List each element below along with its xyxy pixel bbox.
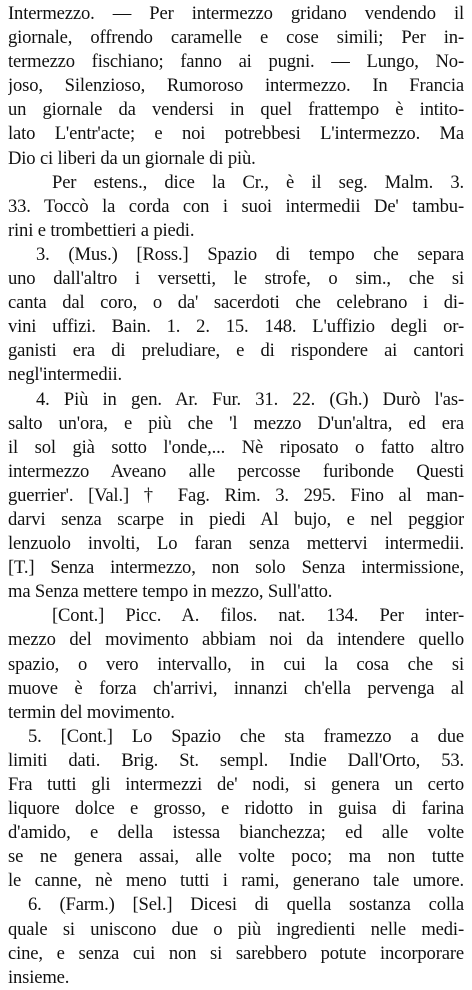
- text-line: 3. (Mus.) [Ross.] Spazio di tempo che separa: [36, 243, 464, 265]
- text-line: giornale, offrendo caramelle e cose simili; Per in-: [8, 27, 464, 49]
- text-line: Intermezzo. — Per intermezzo gridano vendendo il: [8, 3, 464, 24]
- text-line: lenzuolo involti, Lo faran senza mettervi intermedii.: [8, 533, 464, 555]
- text-line: quale si uniscono due o più ingredienti nelle medi-: [8, 918, 464, 940]
- text-line: Per estens., dice la Cr., è il seg. Malm. 3.: [52, 171, 464, 193]
- text-line: 6. (Farm.) [Sel.] Dicesi di quella sostanza colla: [28, 894, 464, 916]
- text-line: intermezzo Aveano alle percosse furibonde Questi: [8, 460, 464, 482]
- text-line: termin del movimento.: [8, 701, 175, 723]
- text-line: [Cont.] Picc. A. filos. nat. 134. Per inter-: [52, 605, 464, 627]
- text-line: negl'intermedii.: [8, 364, 123, 386]
- text-line: se ne genera assai, alle volte poco; ma non tutte: [8, 846, 464, 868]
- text-line: un giornale da vendersi in quel frattempo è intito-: [8, 99, 464, 121]
- text-line: d'amido, e della istessa bianchezza; ed alle volte: [8, 822, 464, 844]
- text-line: ganisti era di preludiare, e di rispondere ai cantori: [8, 340, 464, 362]
- text-line: termezzo fischiano; fanno ai pugni. — Lungo, No-: [8, 51, 464, 73]
- text-line: vini uffizi. Bain. 1. 2. 15. 148. L'uffizio degli or-: [8, 316, 464, 338]
- text-line: uno dall'altro i versetti, le strofe, o sim., che si: [8, 268, 464, 290]
- text-line: muove è forza ch'arrivi, innanzi ch'ella pervenga al: [8, 677, 464, 699]
- text-line: mezzo del movimento abbiam noi da intendere quello: [8, 629, 464, 651]
- text-line: Fra tutti gli intermezzi de' nodi, si genera un certo: [8, 774, 464, 795]
- text-line: cine, e senza cui non si sarebbero potute incorporare: [8, 942, 464, 964]
- text-line: darvi senza scarpe in piedi Al bujo, e nel peggior: [8, 508, 464, 530]
- text-line: ma Senza mettere tempo in mezzo, Sull'atto.: [8, 581, 333, 603]
- text-line: joso, Silenzioso, Rumoroso intermezzo. In Francia: [8, 75, 464, 97]
- text-line: lato L'entr'acte; e noi potrebbesi L'intermezzo. Ma: [8, 123, 464, 145]
- text-line: rini e trombettieri a piedi.: [8, 219, 195, 241]
- text-line: il sol già sotto l'onde,... Nè riposato o fatto altro: [8, 436, 464, 458]
- text-line: [T.] Senza intermezzo, non solo Senza intermissione,: [8, 557, 464, 579]
- text-line: le canne, nè meno tutti i rami, generano tale umore.: [8, 870, 464, 892]
- text-line: liquore dolce e grosso, e ridotto in guisa di farina: [8, 798, 464, 820]
- text-line: guerrier'. [Val.] † Fag. Rim. 3. 295. Fino al man-: [8, 484, 464, 506]
- text-line: insieme.: [8, 966, 70, 988]
- text-line: 33. Toccò la corda con i suoi intermedii De' tambu-: [8, 195, 464, 217]
- text-line: canta dal coro, o da' sacerdoti che celebrano i di-: [8, 292, 464, 314]
- text-line: 4. Più in gen. Ar. Fur. 31. 22. (Gh.) Durò l'as-: [36, 388, 464, 410]
- text-line: 5. [Cont.] Lo Spazio che sta framezzo a due: [28, 725, 464, 747]
- text-line: spazio, o vero intervallo, in cui la cosa che si: [8, 653, 464, 675]
- text-line: salto un'ora, e più che 'l mezzo D'un'altra, ed era: [8, 412, 464, 434]
- text-line: limiti dati. Brig. St. sempl. Indie Dall'Orto, 53.: [8, 749, 464, 771]
- text-line: Dio ci liberi da un giornale di più.: [8, 147, 256, 169]
